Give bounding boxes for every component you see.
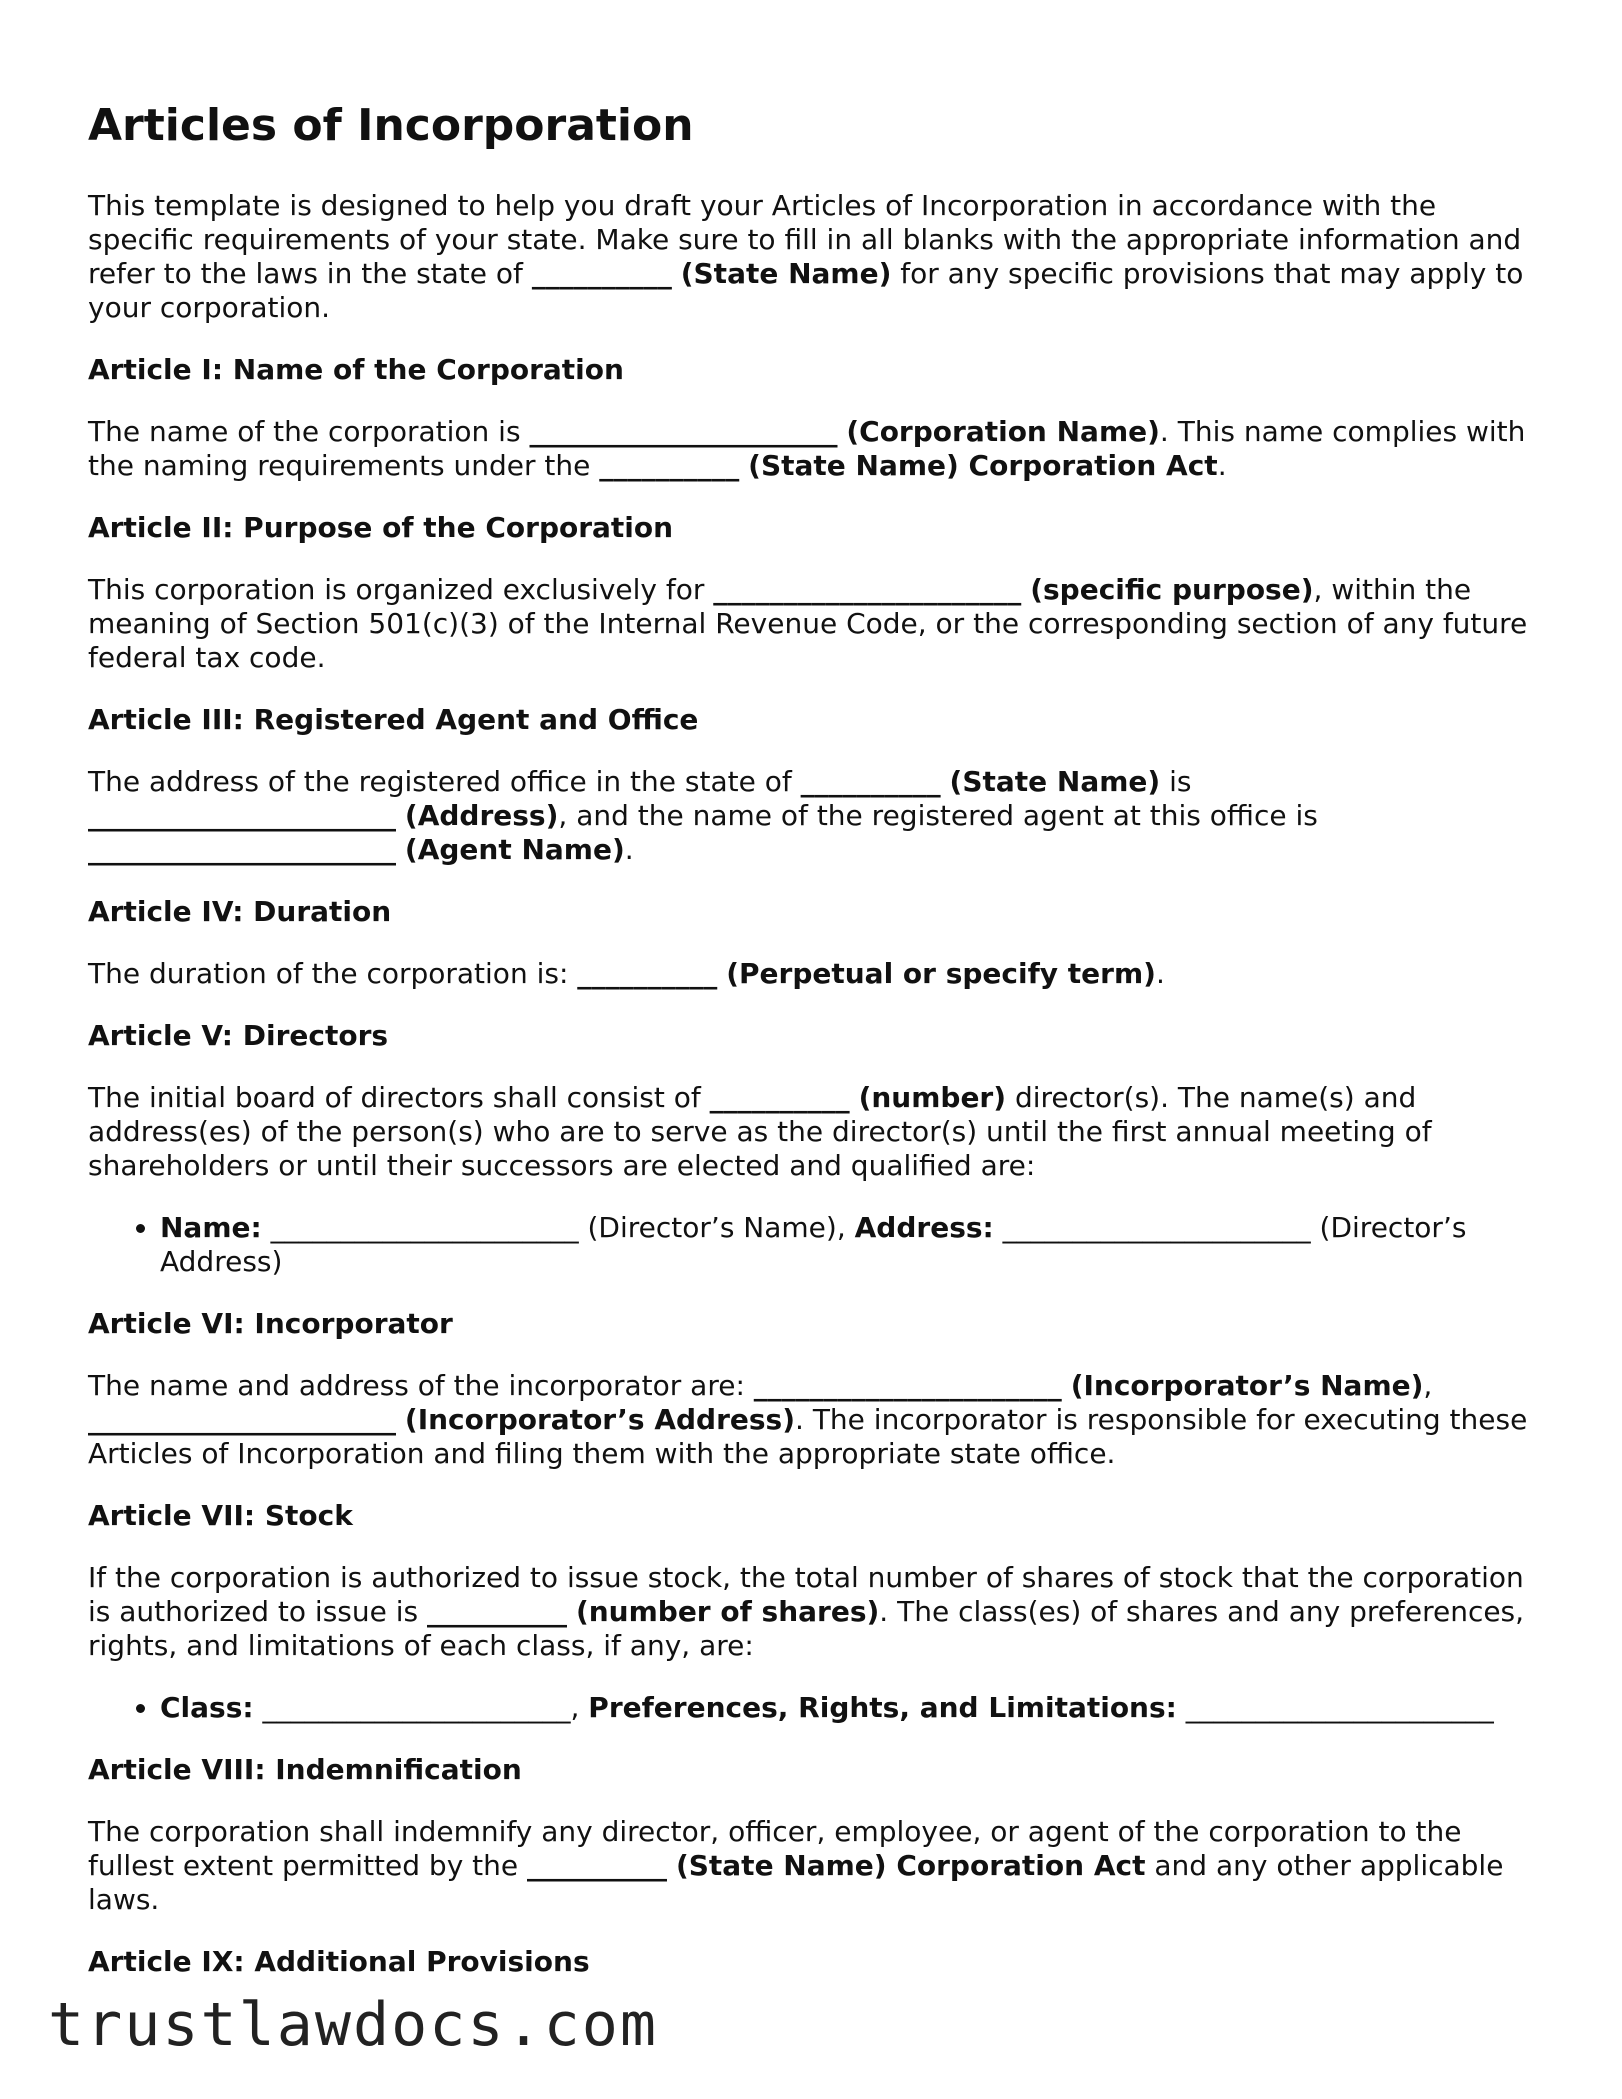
article-4-heading: Article IV: Duration bbox=[88, 894, 392, 928]
state-name-blank: __________ bbox=[800, 764, 941, 798]
article-2-heading: Article II: Purpose of the Corporation bbox=[88, 510, 674, 544]
stock-class-list bbox=[88, 1691, 1548, 1725]
incorporator-name-blank: ______________________ bbox=[753, 1368, 1062, 1402]
preferences-blank: ______________________ bbox=[1185, 1690, 1494, 1724]
article-9-heading: Article IX: Additional Provisions bbox=[88, 1944, 590, 1978]
director-name-blank: ______________________ bbox=[270, 1210, 579, 1244]
director-address-blank: ______________________ bbox=[1002, 1210, 1311, 1244]
address-blank: ______________________ bbox=[88, 798, 396, 832]
list-item: • Name: ______________________ (Director’s Name), Address: ______________________ (Director’s Address) bbox=[160, 1211, 1548, 1279]
document-page bbox=[88, 100, 1548, 2007]
corporation-name-blank: ______________________ bbox=[529, 414, 838, 448]
article-2-text: This corporation is organized exclusively for ______________________ (specific purpose), within the meaning of Section 501(c)(3) of the Internal Revenue Code, or the corresponding section of any future federal tax code. bbox=[88, 572, 1528, 674]
article-1-heading: Article I: Name of the Corporation bbox=[88, 352, 624, 386]
state-name-blank: __________ bbox=[599, 448, 740, 482]
article-7-text: If the corporation is authorized to issue stock, the total number of shares of stock that the corporation is authorized to issue is __________ (number of shares). The class(es) of shares and any preferences, rights, and limitations of each class, if any, are: bbox=[88, 1560, 1525, 1662]
state-name-blank: __________ bbox=[531, 256, 672, 290]
article-3-heading: Article III: Registered Agent and Office bbox=[88, 702, 699, 736]
incorporator-address-blank: ______________________ bbox=[88, 1402, 396, 1436]
page-title: Articles of Incorporation bbox=[88, 100, 694, 151]
article-5-text: The initial board of directors shall consist of __________ (number) director(s). The name(s) and address(es) of the person(s) who are to serve as the director(s) until the first annual meeting of shareholders or until their successors are elected and qualified are: bbox=[88, 1080, 1432, 1182]
article-3-text: The address of the registered office in the state of __________ (State Name) is ______________________ (Address), and the name of the registered agent at this office is ______________________ (Agent Name). bbox=[88, 764, 1318, 866]
article-1-text: The name of the corporation is ______________________ (Corporation Name). This name complies with the naming requirements under the __________ (State Name) Corporation Act. bbox=[88, 414, 1526, 482]
article-8-text: The corporation shall indemnify any director, officer, employee, or agent of the corporation to the fullest extent permitted by the __________ (State Name) Corporation Act and any other applicable laws. bbox=[88, 1814, 1504, 1916]
list-item: • Class: ______________________, Preferences, Rights, and Limitations: ______________________ bbox=[160, 1691, 1548, 1725]
intro-paragraph bbox=[88, 189, 1548, 325]
watermark: trustlawdocs.com bbox=[48, 1990, 658, 2060]
article-5-heading: Article V: Directors bbox=[88, 1018, 389, 1052]
article-7-heading: Article VII: Stock bbox=[88, 1498, 353, 1532]
article-6-text: The name and address of the incorporator are: ______________________ (Incorporator’s Name), ______________________ (Incorporator’s Address). The incorporator is responsible for executing these Articles of Incorporation and filing them with the appropriate state office. bbox=[88, 1368, 1528, 1470]
duration-blank: __________ bbox=[577, 956, 718, 990]
article-8-heading: Article VIII: Indemnification bbox=[88, 1752, 522, 1786]
intro-text-end: for any specific provisions that may apply to your corporation. bbox=[88, 256, 1524, 324]
director-count-blank: __________ bbox=[709, 1080, 850, 1114]
purpose-blank: ______________________ bbox=[713, 572, 1022, 606]
agent-name-blank: ______________________ bbox=[88, 832, 396, 866]
article-4-text: The duration of the corporation is: __________ (Perpetual or specify term). bbox=[88, 956, 1165, 990]
intro-text: This template is designed to help you draft your Articles of Incorporation in accordance with the specific requirements of your state. Make sure to fill in all blanks with the appropriate information and refer to the laws in the state of bbox=[88, 188, 1522, 290]
class-blank: ______________________ bbox=[262, 1690, 571, 1724]
state-name-label: (State Name) bbox=[680, 256, 892, 290]
shares-count-blank: __________ bbox=[427, 1594, 568, 1628]
article-6-heading: Article VI: Incorporator bbox=[88, 1306, 453, 1340]
state-name-blank: __________ bbox=[527, 1848, 668, 1882]
directors-list bbox=[88, 1211, 1548, 1279]
